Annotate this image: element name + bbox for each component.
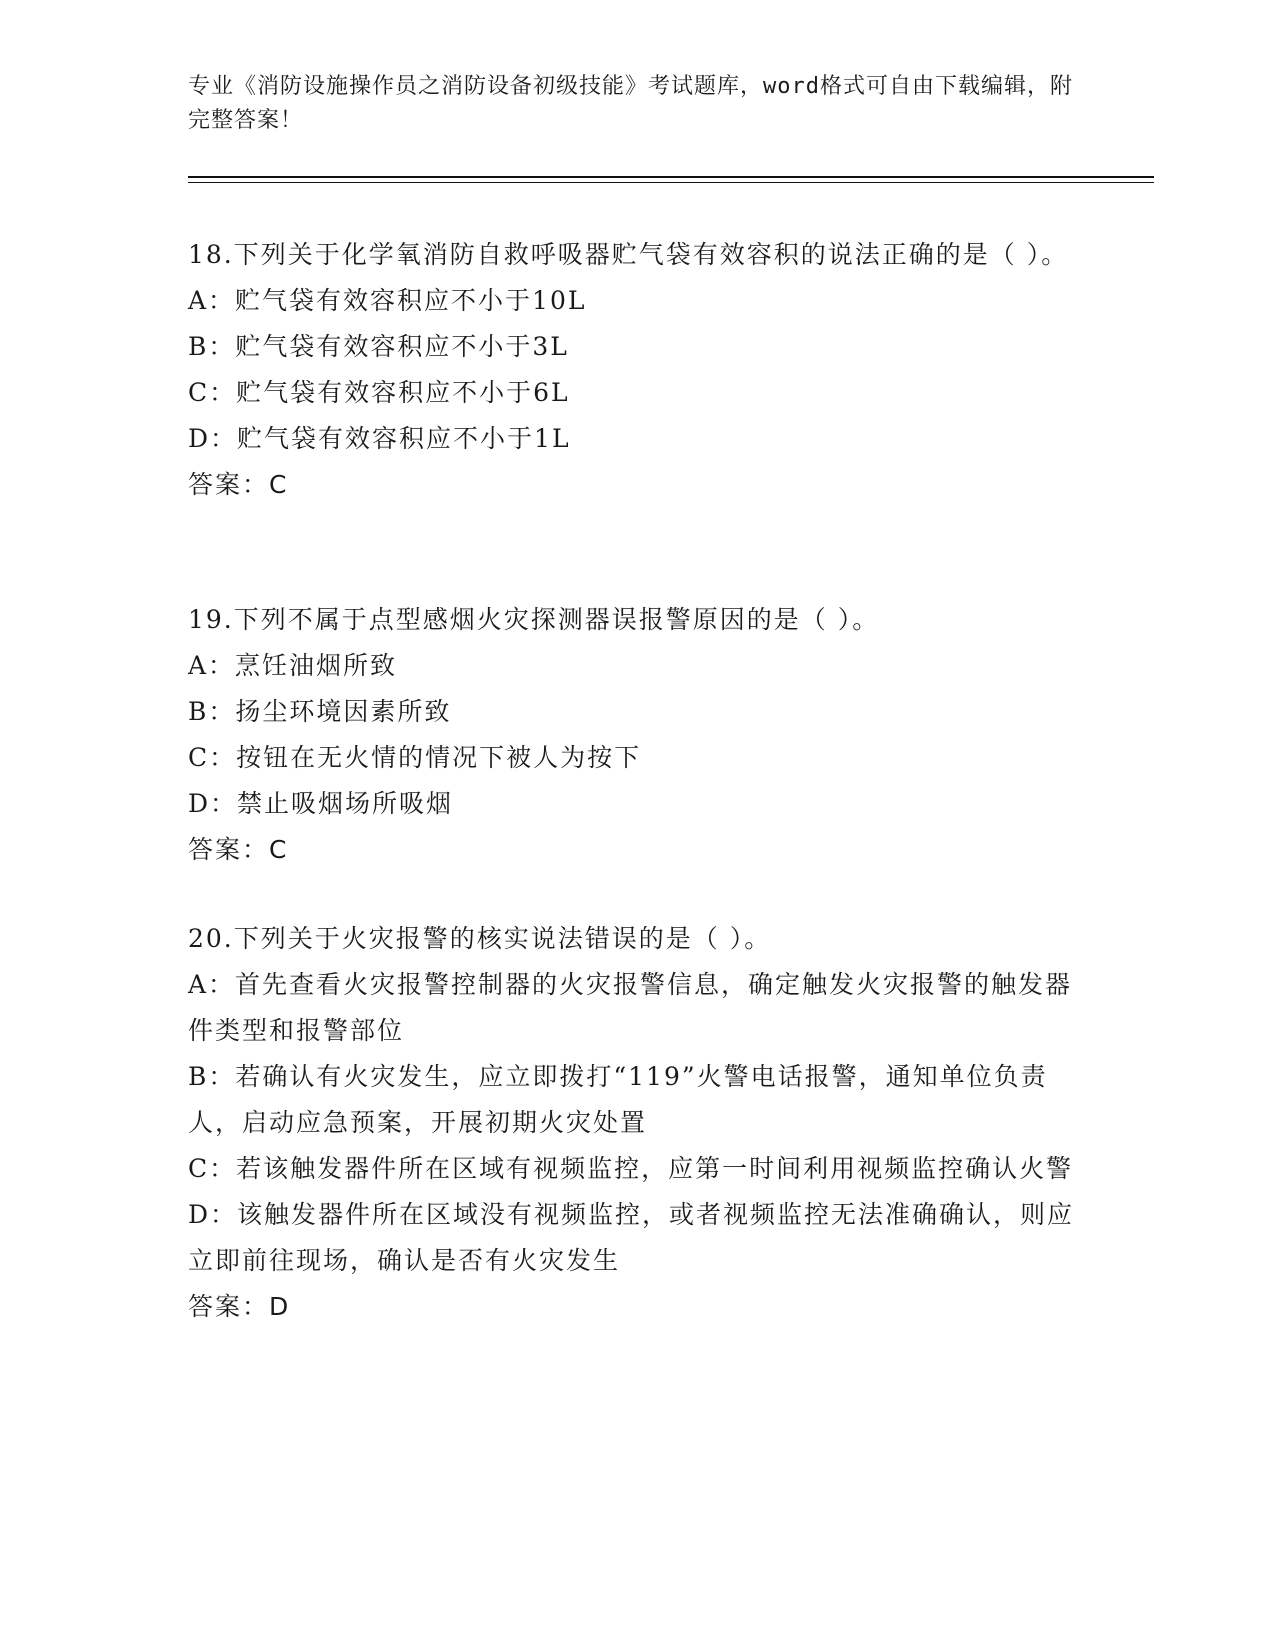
answer-label: 答案：C — [188, 470, 289, 499]
option-a: A：贮气袋有效容积应不小于10L — [188, 286, 587, 315]
question-stem: 18.下列关于化学氧消防自救呼吸器贮气袋有效容积的说法正确的是（ ）。 — [188, 240, 1069, 269]
option-c: C：贮气袋有效容积应不小于6L — [188, 378, 570, 407]
answer-label: 答案：C — [188, 835, 289, 864]
header-divider-thin — [188, 182, 1154, 183]
question-20 — [188, 916, 1088, 1330]
option-d: D：贮气袋有效容积应不小于1L — [188, 424, 571, 453]
option-d: D：禁止吸烟场所吸烟 — [188, 789, 454, 818]
question-18 — [188, 232, 1088, 508]
option-a: A：烹饪油烟所致 — [188, 651, 398, 680]
option-d: D：该触发器件所在区域没有视频监控，或者视频监控无法准确确认，则应立即前往现场，确认是否有火灾发生 — [188, 1200, 1075, 1275]
option-c: C：若该触发器件所在区域有视频监控，应第一时间利用视频监控确认火警 — [188, 1154, 1074, 1183]
header-divider-thick — [188, 176, 1154, 178]
option-c: C：按钮在无火情的情况下被人为按下 — [188, 743, 642, 772]
question-19 — [188, 597, 1088, 873]
option-b: B：若确认有火灾发生，应立即拨打“119”火警电话报警，通知单位负责人，启动应急预案，开展初期火灾处置 — [188, 1062, 1048, 1137]
document-header: 专业《消防设施操作员之消防设备初级技能》考试题库，word格式可自由下载编辑，附完整答案！ — [188, 74, 1073, 133]
option-b: B：扬尘环境因素所致 — [188, 697, 452, 726]
question-stem: 19.下列不属于点型感烟火灾探测器误报警原因的是（ ）。 — [188, 605, 880, 634]
answer-label: 答案：D — [188, 1292, 291, 1321]
question-stem: 20.下列关于火灾报警的核实说法错误的是（ ）。 — [188, 924, 772, 953]
option-b: B：贮气袋有效容积应不小于3L — [188, 332, 569, 361]
option-a: A：首先查看火灾报警控制器的火灾报警信息，确定触发火灾报警的触发器件类型和报警部位 — [188, 970, 1073, 1045]
